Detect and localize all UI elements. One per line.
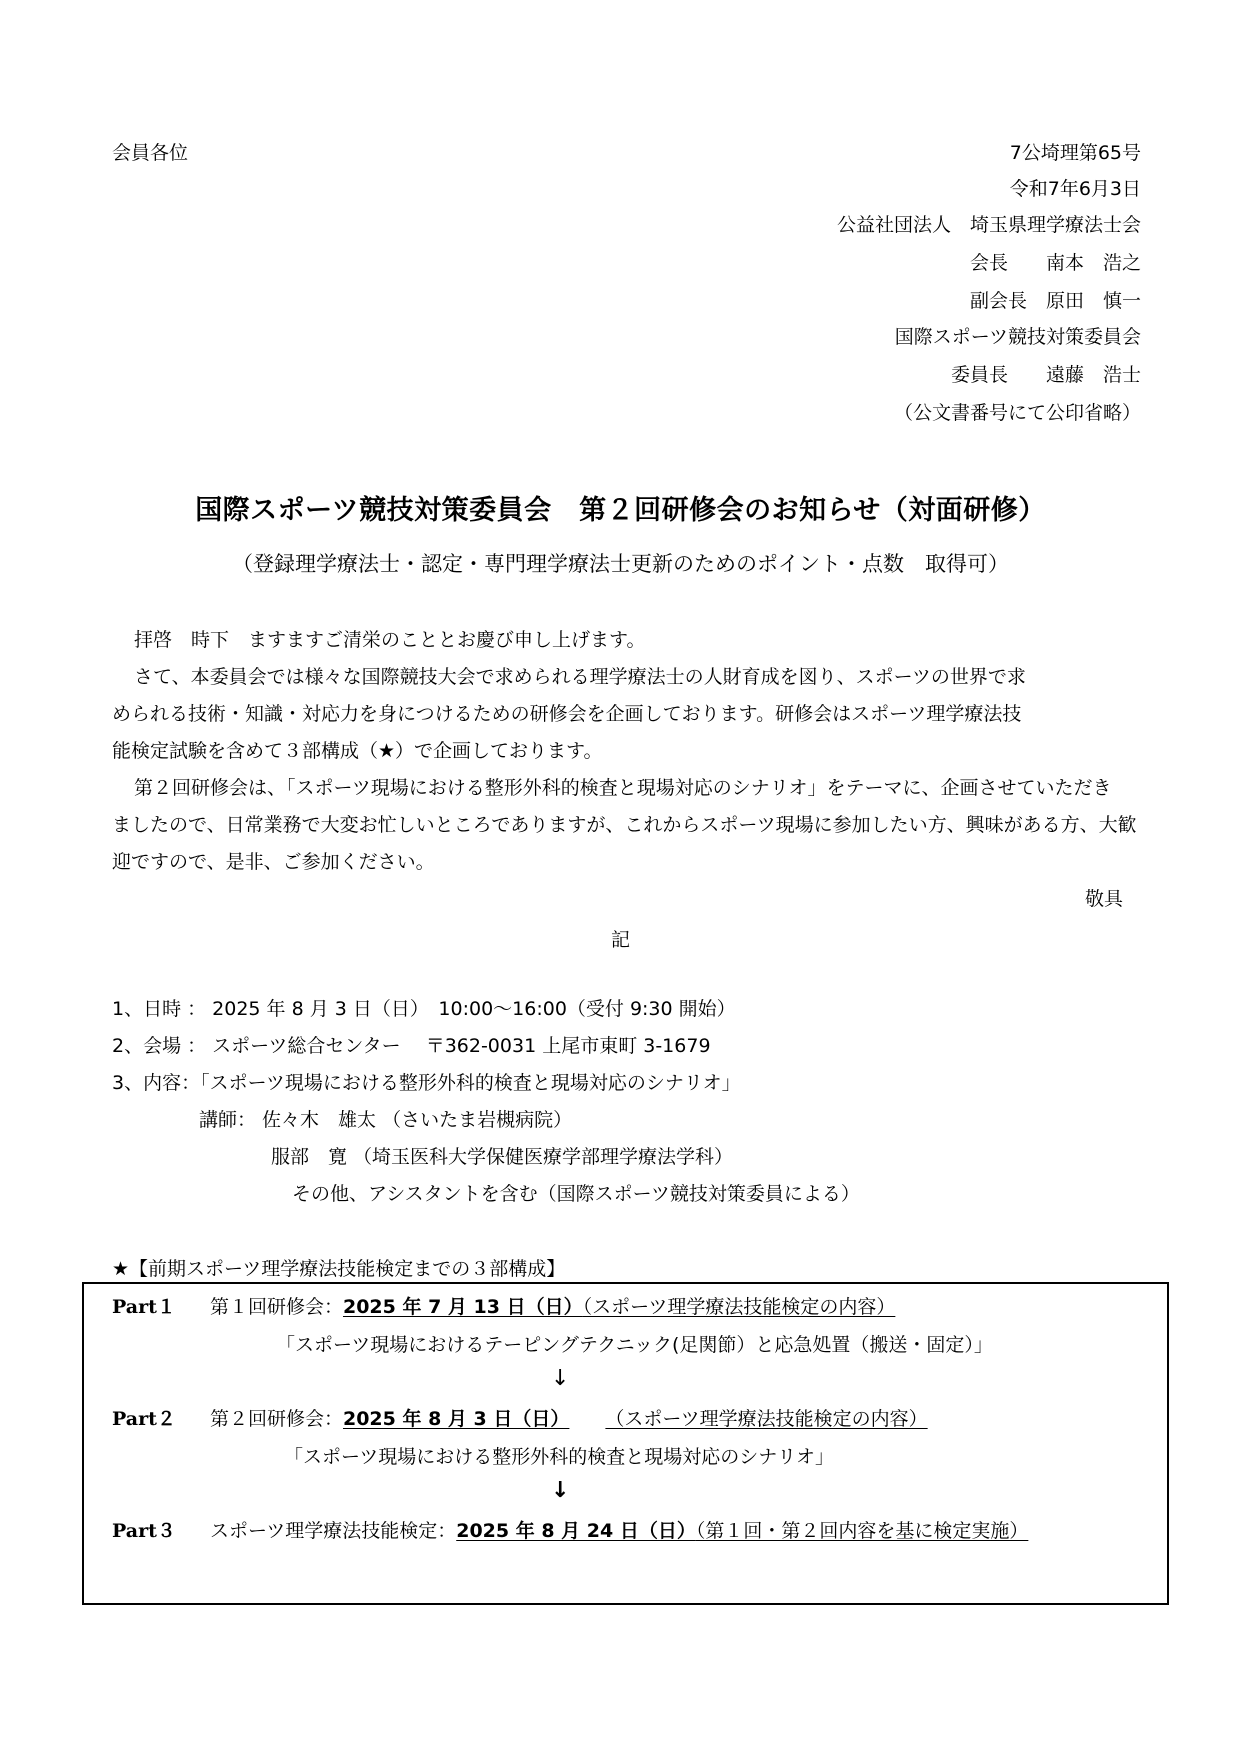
part3-note: （第１回・第２回内容を基に検定実施）	[695, 1520, 1029, 1542]
lecturer-3: その他、アシスタントを含む（国際スポーツ競技対策委員による）	[292, 1183, 860, 1205]
greeting: 拝啓 時下 ますますご清栄のこととお慶び申し上げます。	[134, 629, 646, 651]
part1-label: Part１	[112, 1296, 176, 1318]
chair-name: 委員長 遠藤 浩士	[950, 364, 1141, 386]
part2-date: 2025 年 8 月 3 日（日）	[342, 1408, 570, 1430]
part1-theme: 「スポーツ現場におけるテーピングテクニック(足関節）と応急処置（搬送・固定）」	[276, 1334, 993, 1356]
document-number: 7公埼理第65号	[1009, 142, 1141, 164]
paragraph1-line2: められる技術・知識・対応力を身につけるための研修会を企画しております。研修会はスポーツ理学療法技	[112, 703, 1022, 725]
page-subtitle: （登録理学療法士・認定・専門理学療法士更新のためのポイント・点数 取得可）	[232, 552, 1009, 576]
lecturer-1: 講師： 佐々木 雄太 （さいたま岩槻病院）	[199, 1109, 573, 1131]
detail-content: 3、内容：「スポーツ現場における整形外科的検査と現場対応のシナリオ」	[112, 1072, 741, 1094]
structure-heading: ★【前期スポーツ理学療法技能検定までの３部構成】	[112, 1258, 566, 1280]
recipient: 会員各位	[112, 142, 189, 164]
paragraph2-line2: ましたので、日常業務で大変お忙しいところでありますが、これからスポーツ現場に参加したい方、興味がある方、大歓	[112, 814, 1137, 836]
issue-date: 令和7年6月3日	[1009, 178, 1141, 200]
closing: 敬具	[1084, 888, 1123, 910]
arrow-down-icon: ↓	[551, 1366, 570, 1391]
paragraph2-line1: 第２回研修会は、「スポーツ現場における整形外科的検査と現場対応のシナリオ」をテーマに、企画させていただき	[134, 777, 1112, 799]
part3-date: 2025 年 8 月 24 日（日）	[456, 1520, 696, 1542]
paragraph1-line3: 能検定試験を含めて３部構成（★）で企画しております。	[112, 740, 603, 762]
page-title: 国際スポーツ競技対策委員会 第２回研修会のお知らせ（対面研修）	[195, 495, 1046, 526]
structure-box	[82, 1282, 1169, 1605]
part2-label: Part２	[112, 1408, 176, 1430]
organization-name: 公益社団法人 埼玉県理学療法士会	[836, 214, 1141, 236]
part3-row	[112, 1520, 1028, 1542]
part1-note: （スポーツ理学療法技能検定の内容）	[582, 1296, 896, 1318]
seal-note: （公文書番号にて公印省略）	[893, 402, 1141, 424]
part3-name: スポーツ理学療法技能検定：	[209, 1520, 457, 1542]
ki-marker: 記	[610, 929, 630, 951]
part3-label: Part３	[112, 1520, 176, 1542]
paragraph2-line3: 迎ですので、是非、ご参加ください。	[112, 851, 435, 873]
part2-name: 第２回研修会：	[209, 1408, 343, 1430]
part2-note: （スポーツ理学療法技能検定の内容）	[605, 1408, 928, 1430]
lecturer-2: 服部 寛 （埼玉医科大学保健医療学部理学療法学科）	[271, 1146, 734, 1168]
part2-theme: 「スポーツ現場における整形外科的検査と現場対応のシナリオ」	[284, 1446, 835, 1468]
president-name: 会長 南本 浩之	[969, 252, 1141, 274]
paragraph1-line1: さて、本委員会では様々な国際競技大会で求められる理学療法士の人財育成を図り、スポーツの世界で求	[134, 666, 1026, 688]
detail-venue: 2、会場 ： スポーツ総合センター 〒362-0031 上尾市東町 3-1679	[112, 1035, 711, 1057]
part1-row	[112, 1296, 895, 1318]
committee-name: 国際スポーツ競技対策委員会	[894, 326, 1141, 348]
part2-row	[112, 1408, 928, 1430]
part1-date: 2025 年 7 月 13 日（日）	[342, 1296, 583, 1318]
vice-president-name: 副会長 原田 慎一	[969, 290, 1141, 312]
detail-datetime: 1、日時 ： 2025 年 8 月 3 日（日） 10:00～16:00（受付 9:30 開始）	[112, 998, 736, 1020]
arrow-down-icon: ↓	[551, 1478, 570, 1503]
part1-name: 第１回研修会：	[209, 1296, 343, 1318]
